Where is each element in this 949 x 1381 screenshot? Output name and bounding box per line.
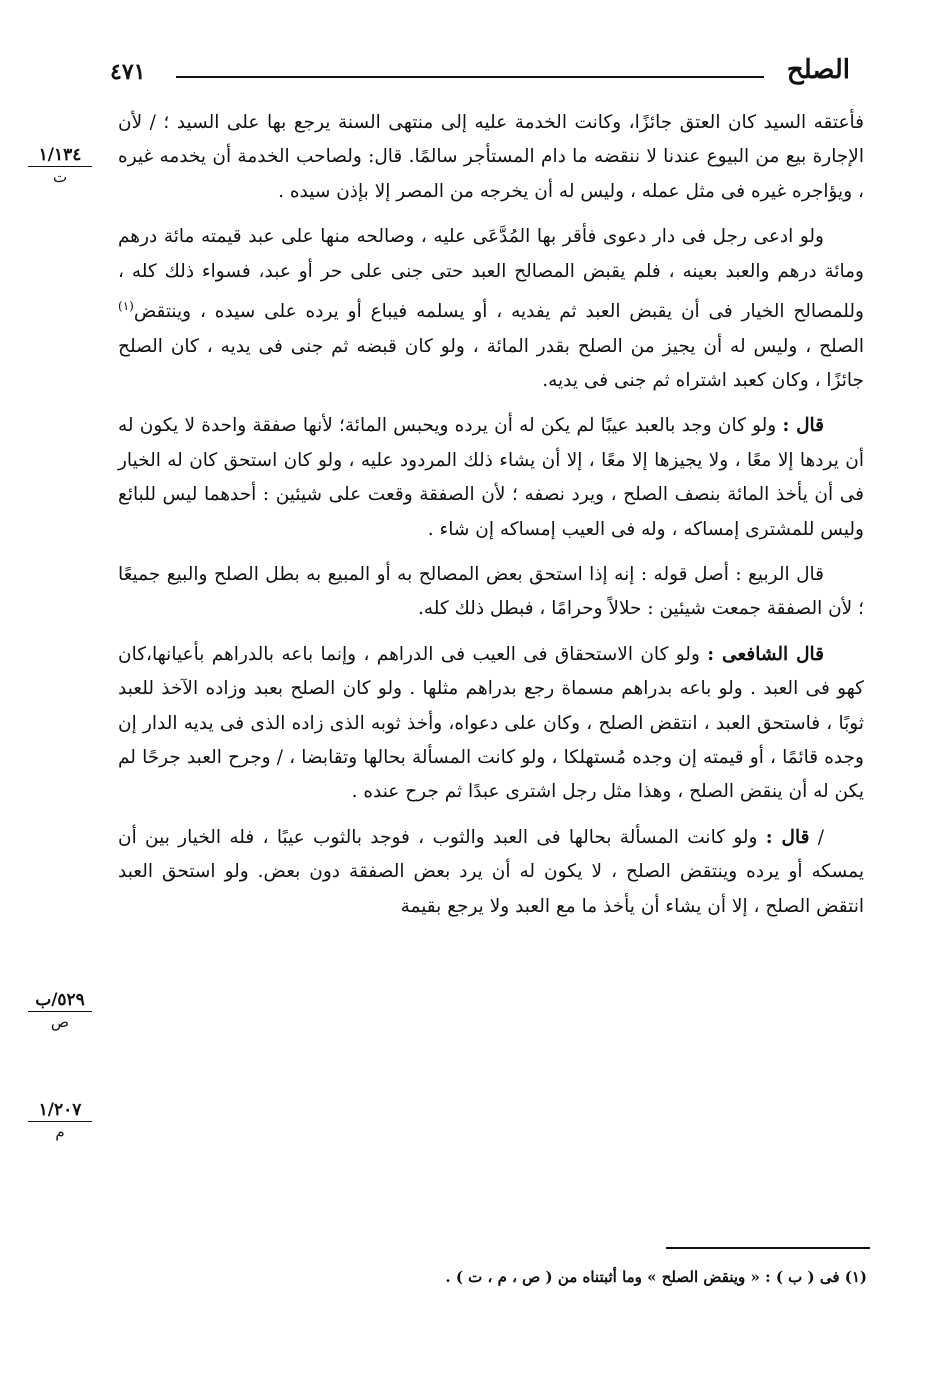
margin-note: ٥٢٩/ب ص <box>22 990 98 1031</box>
page-header <box>110 55 850 95</box>
paragraph: قال الربيع : أصل قوله : إنه إذا استحق بعض المصالح به أو المبيع به بطل الصلح والبيع جميعًا ؛ لأن الصفقة جمعت شيئين : حلالاً وحرامًا ، فبطل ذلك كله. <box>118 564 864 620</box>
footnote: (١) فى ( ب ) : « وينقض الصلح » وما أثبتناه من ( ص ، م ، ت ) . <box>445 1268 867 1286</box>
page-number: ٤٧١ <box>110 59 146 85</box>
margin-note: ١/٢٠٧ م <box>22 1100 98 1141</box>
paragraph: / قال : ولو كانت المسألة بحالها فى العبد والثوب ، فوجد بالثوب عيبًا ، فله الخيار بين أن يمسكه أو يرده وينتقض الصلح ، لا يكون له أن يرد بعض الصفقة دون بعض. ولو استحق العبد انتقض الصلح ، إلا أن يشاء أن يأخذ ما مع العبد ولا يرجع بقيمة <box>118 826 864 917</box>
chapter-title: الصلح <box>786 55 850 85</box>
footnote-separator <box>666 1247 870 1249</box>
paragraph: قال الشافعى : ولو كان الاستحقاق فى العيب فى الدراهم ، وإنما باعه بالدراهم بأعيانها،كان كهو فى العبد . ولو باعه بدراهم مسماة رجع بدراهم مثلها . ولو كان الصلح بعبد وزاده الآخذ للعبد ثوبًا ، فاستحق العبد ، انتقض الصلح ، وكان على دعواه، وأخذ ثوبه الذى زاده الذى فى يديه الدار إن وجده قائمًا ، أو قيمته إن وجده مُستهلكا ، ولو كانت المسألة بحالها وتقابضا ، / وجرح العبد جرحًا لم يكن له أن ينقض الصلح ، وهذا مثل رجل اشترى عبدًا ثم جرح عنده . <box>118 643 864 803</box>
footnote-reference[interactable]: (١) <box>118 299 134 314</box>
main-text <box>118 106 864 935</box>
header-rule <box>176 76 764 78</box>
margin-note: ١/١٣٤ ت <box>22 145 98 186</box>
paragraph: فأعتقه السيد كان العتق جائزًا، وكانت الخدمة عليه إلى منتهى السنة يرجع بها على السيد ؛ / لأن الإجارة بيع من البيوع عندنا لا ننقضه ما دام المستأجر سالمًا. قال: ولصاحب الخدمة أن يخدمه غيره ، ويؤاجره غيره فى مثل عمله ، وليس له أن يخرجه من المصر إلا بإذن سيده . <box>118 112 864 202</box>
paragraph: ولو ادعى رجل فى دار دعوى فأقر بها المُدَّعَى عليه ، وصالحه منها على عبد قيمته مائة درهم ومائة درهم والعبد بعينه ، فلم يقبض المصالح العبد حتى جنى على حر أو عبد، فسواء ذلك كله ، وللمصالح الخيار فى أن يقبض العبد ثم يفديه ، أو يسلمه فيباع أو يرده على سيده ، وينتقض$^{(١)}$ الصلح ، وليس له أن يجيز من الصلح بقدر المائة ، ولو كان قبضه ثم جنى فى يديه ، كان الصلح جائزًا ، وكان كعبد اشتراه ثم جنى فى يديه. <box>118 226 864 391</box>
paragraph: قال : ولو كان وجد بالعبد عيبًا لم يكن له أن يرده ويحبس المائة؛ لأنها صفقة واحدة لا يكون له أن يردها إلا معًا ، ولا يجيزها إلا معًا ، إلا أن يشاء ذلك المردود عليه ، ولو كان استحق كان له الخيار فى أن يأخذ المائة بنصف الصلح ، ويرد نصفه ؛ لأن الصفقة وقعت على شيئين : أحدهما ليس للبائع وليس للمشترى إمساكه ، وله فى العيب إمساكه إن شاء . <box>118 415 864 540</box>
